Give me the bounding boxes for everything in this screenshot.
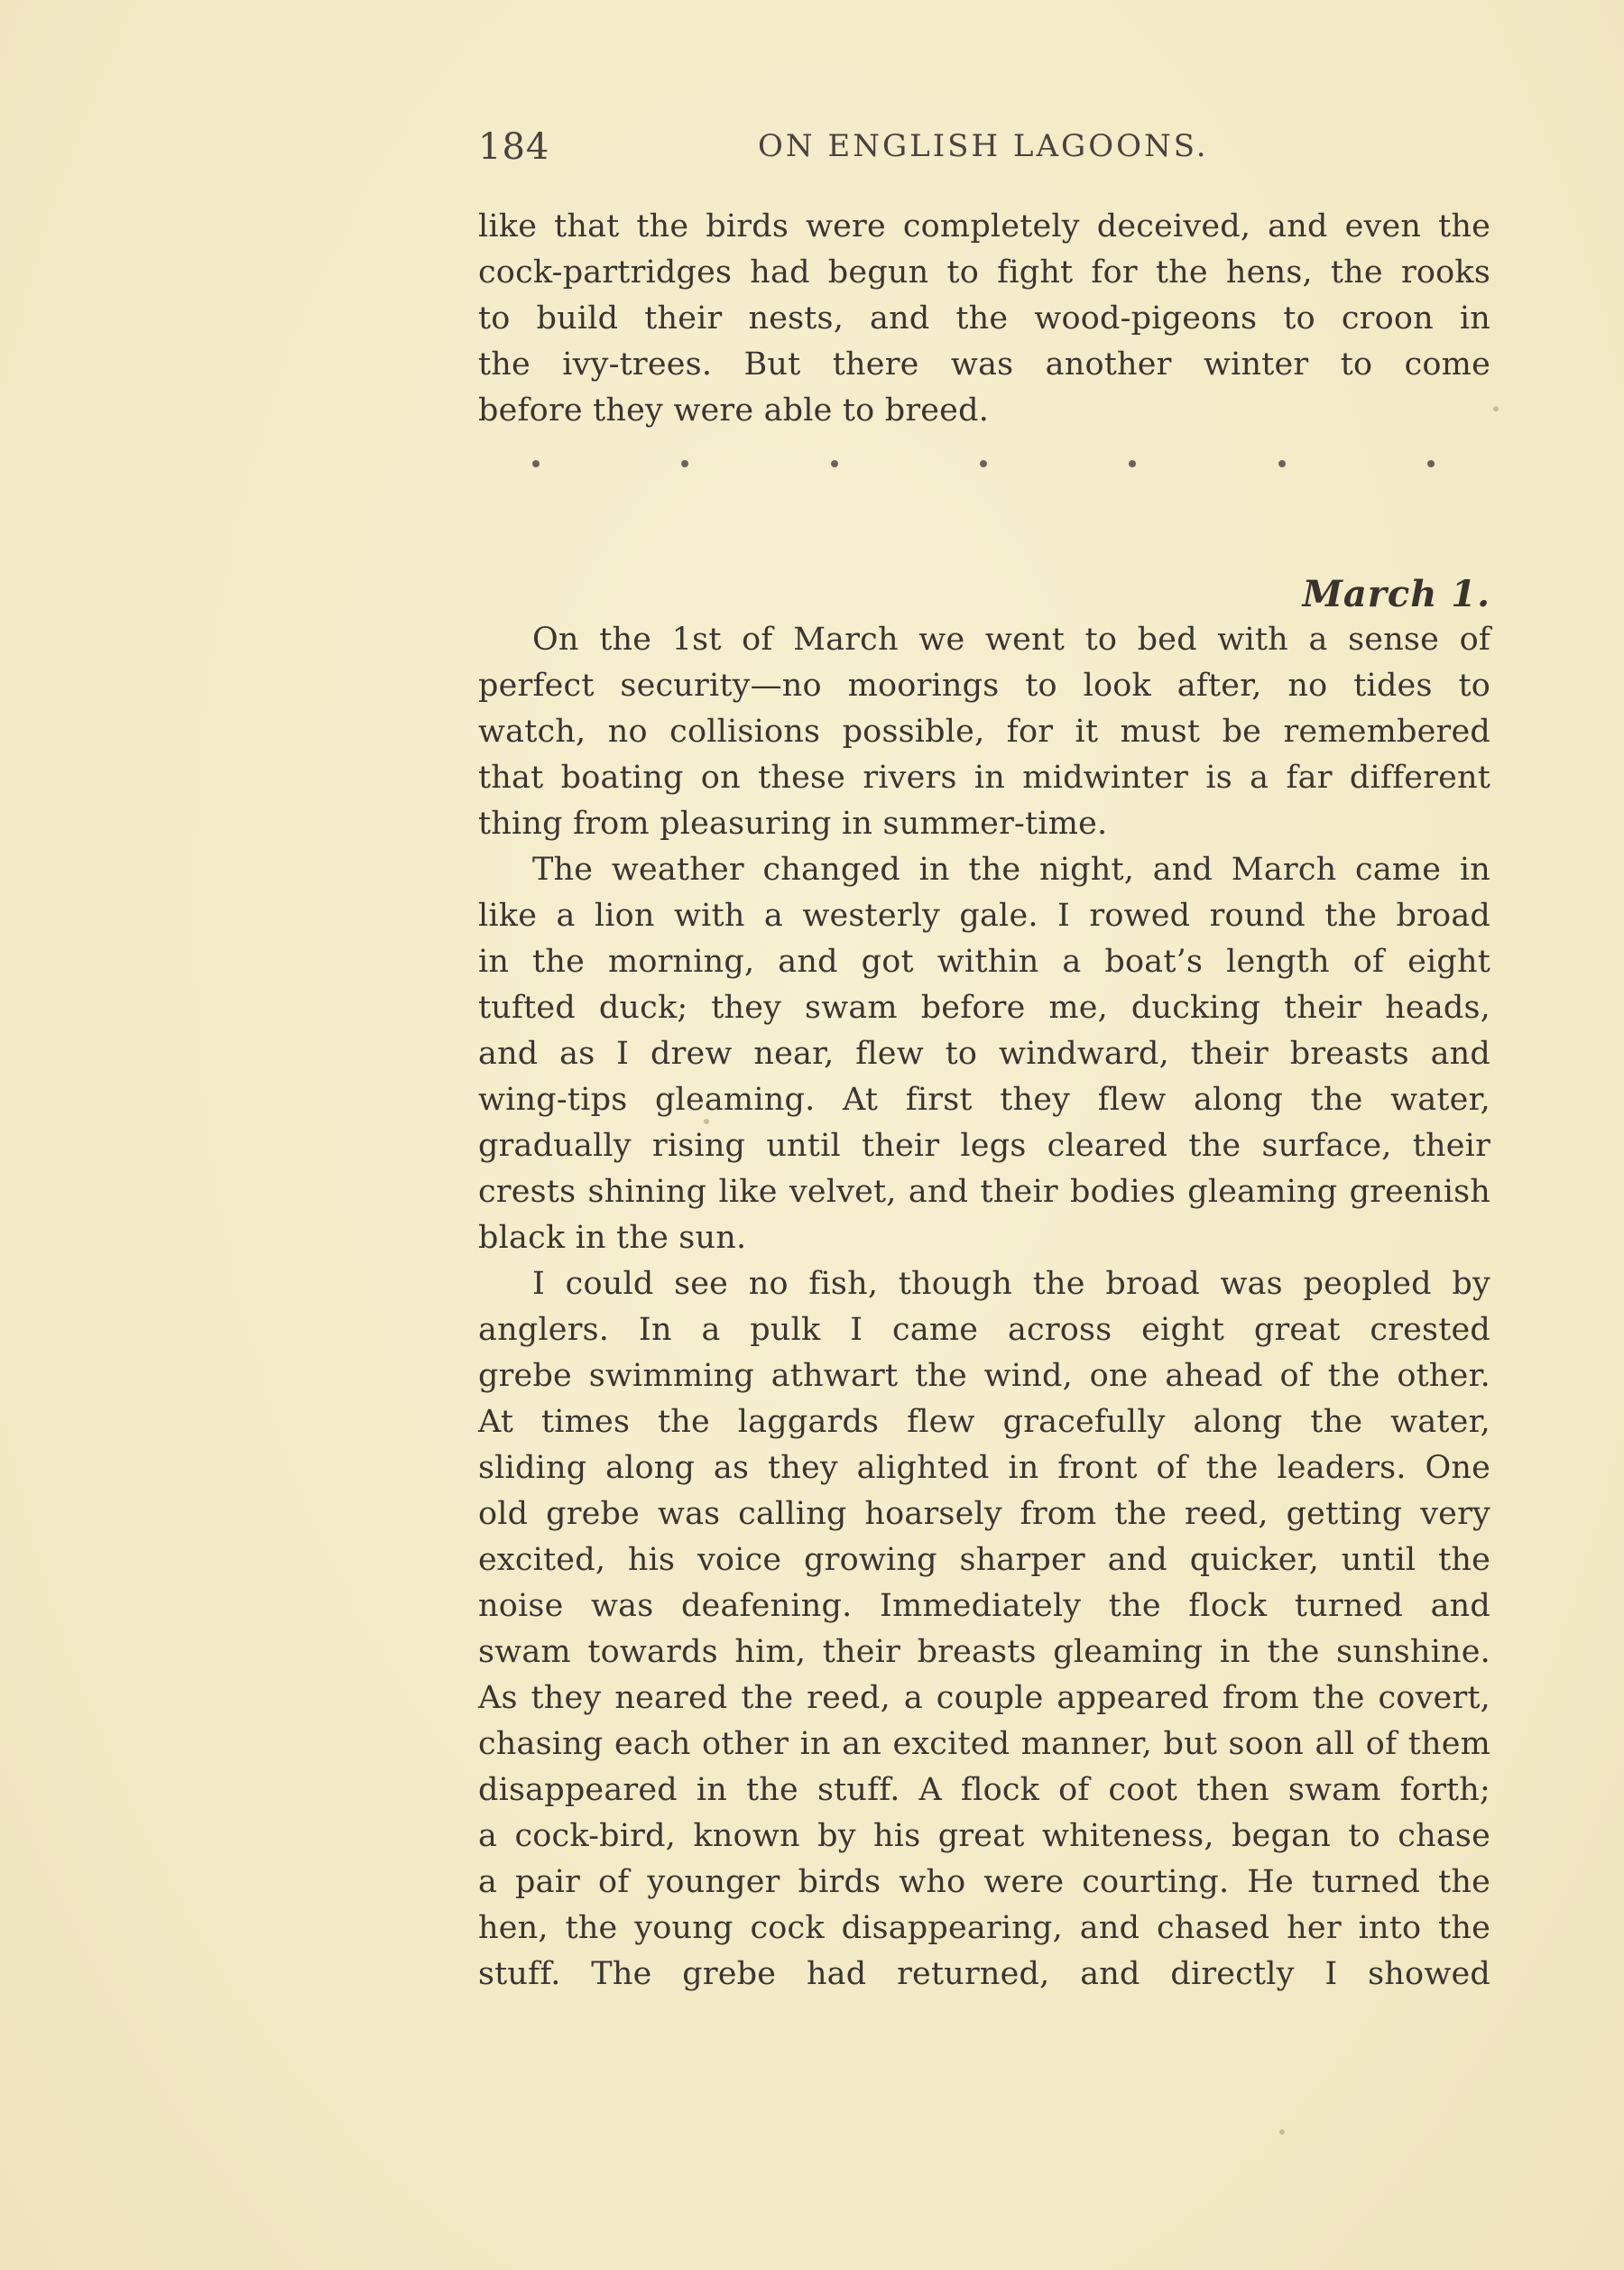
running-title: ON ENGLISH LAGOONS. xyxy=(758,128,1209,164)
section-break-ellipsis xyxy=(532,460,1435,487)
text-line: hen, the young cock disappearing, and chased her into the xyxy=(478,1910,1490,1946)
text-line: excited, his voice growing sharper and quicker, until the xyxy=(478,1542,1490,1578)
text-line: The weather changed in the night, and March came in xyxy=(532,852,1490,888)
text-line: cock-partridges had begun to fight for the hens, the rooks xyxy=(478,254,1490,291)
text-line: anglers. In a pulk I came across eight great crested xyxy=(478,1312,1490,1348)
text-line: watch, no collisions possible, for it must be remembered xyxy=(478,714,1490,750)
ellipsis-dot xyxy=(980,460,987,467)
ellipsis-dot xyxy=(681,460,688,467)
text-line: disappeared in the stuff. A flock of coot then swam forth; xyxy=(478,1772,1490,1808)
text-line: and as I drew near, flew to windward, their breasts and xyxy=(478,1036,1490,1072)
text-line: black in the sun. xyxy=(478,1220,747,1256)
text-line: As they neared the reed, a couple appeared from the covert, xyxy=(478,1680,1490,1716)
ellipsis-dot xyxy=(1278,460,1286,467)
text-line: At times the laggards flew gracefully along the water, xyxy=(478,1404,1490,1440)
text-line: that boating on these rivers in midwinter is a far different xyxy=(478,760,1490,796)
ellipsis-dot xyxy=(532,460,540,467)
text-line: noise was deafening. Immediately the flock turned and xyxy=(478,1588,1490,1624)
text-line: thing from pleasuring in summer-time. xyxy=(478,806,1108,842)
text-line: swam towards him, their breasts gleaming in the sunshine. xyxy=(478,1634,1490,1670)
text-line: in the morning, and got within a boat’s length of eight xyxy=(478,944,1490,980)
paper-speck xyxy=(1493,406,1499,411)
paper-speck xyxy=(704,1119,709,1124)
text-line: perfect security—no moorings to look after, no tides to xyxy=(478,668,1490,704)
paragraph-continuation xyxy=(478,204,1490,434)
text-line: crests shining like velvet, and their bodies gleaming greenish xyxy=(478,1174,1490,1210)
ellipsis-dot xyxy=(1427,460,1435,467)
text-line: the ivy-trees. But there was another winter to come xyxy=(478,346,1490,383)
text-line: before they were able to breed. xyxy=(478,392,990,429)
text-line: like a lion with a westerly gale. I rowed round the broad xyxy=(478,898,1490,934)
text-line: tufted duck; they swam before me, ducking their heads, xyxy=(478,990,1490,1026)
text-line: grebe swimming athwart the wind, one ahead of the other. xyxy=(478,1358,1490,1394)
page-number: 184 xyxy=(478,126,550,168)
diary-entry-body xyxy=(478,617,1490,1998)
text-line: I could see no fish, though the broad was peopled by xyxy=(532,1266,1490,1302)
ellipsis-dot xyxy=(1129,460,1136,467)
text-line: sliding along as they alighted in front of the leaders. One xyxy=(478,1450,1490,1486)
text-line: chasing each other in an excited manner, but soon all of them xyxy=(478,1726,1490,1762)
text-line: old grebe was calling hoarsely from the reed, getting very xyxy=(478,1496,1490,1532)
text-line: like that the birds were completely deceived, and even the xyxy=(478,208,1490,245)
text-line: a pair of younger birds who were courting. He turned the xyxy=(478,1864,1490,1900)
text-line: wing-tips gleaming. At first they flew along the water, xyxy=(478,1082,1490,1118)
ellipsis-dot xyxy=(831,460,838,467)
text-line: On the 1st of March we went to bed with a sense of xyxy=(532,622,1490,658)
text-line: stuff. The grebe had returned, and directly I showed xyxy=(478,1956,1490,1992)
text-line: gradually rising until their legs cleared the surface, their xyxy=(478,1128,1490,1164)
date-heading: March 1. xyxy=(1302,573,1490,615)
text-line: to build their nests, and the wood-pigeons to croon in xyxy=(478,300,1490,337)
page-header xyxy=(478,126,1489,180)
text-line: a cock-bird, known by his great whiteness, began to chase xyxy=(478,1818,1490,1854)
paper-speck xyxy=(1279,2129,1285,2135)
